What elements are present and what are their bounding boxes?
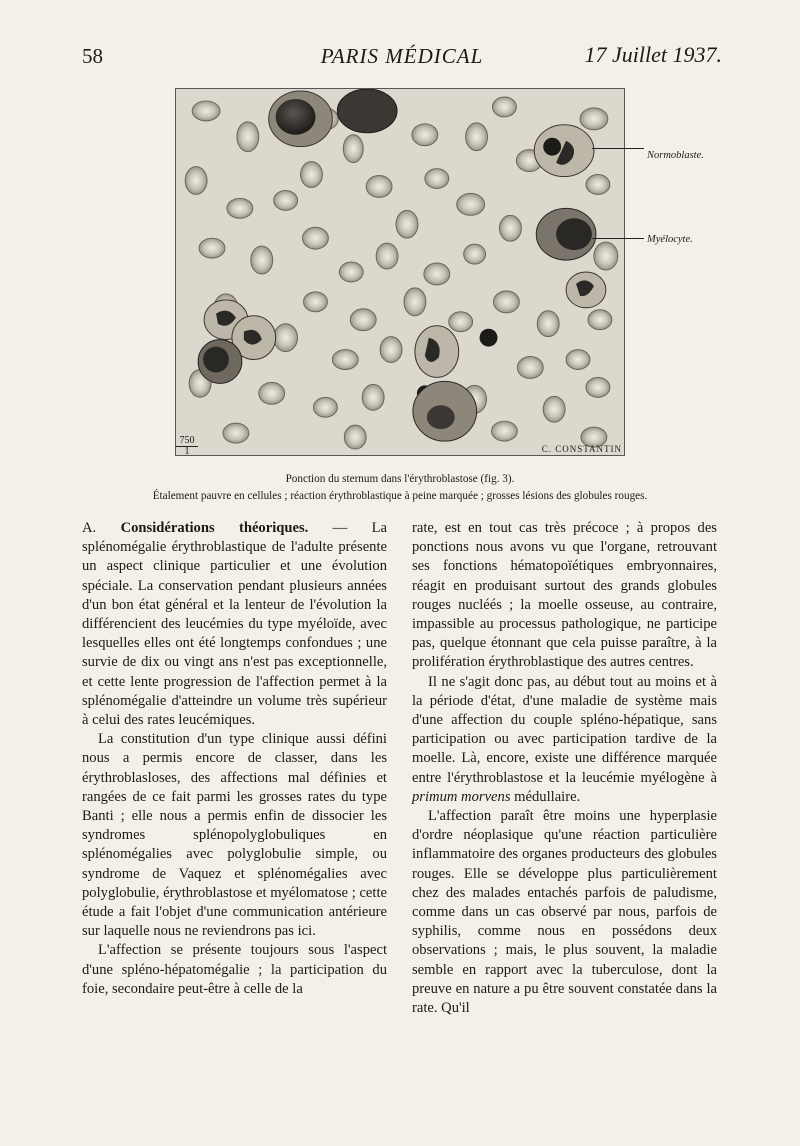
paragraph-text: Il ne s'agit donc pas, au début tout au moins et à la période d'état, d'une maladie de système mais d'une affection du couple spléno-hépatique, sans participation ou avec participation tardive de la moelle. Là, encore, existe une différence marquée entre l'érythroblastose et la leucémie myélogène à (412, 673, 717, 786)
paragraph-text: médullaire. (510, 788, 581, 805)
page-header (82, 40, 722, 74)
text-column-right (412, 519, 717, 1018)
paragraph (412, 673, 717, 807)
page-number: 58 (82, 44, 103, 68)
paragraph: La constitution d'un type clinique aussi défini nous a permis encore de classer, dans les érythroblasloses, des affections mal définies et rangées de ce fait parmi les grosses rates du type Banti ; elle nous a permis enfin de dissocier les syndromes splénopolyglobuliques en splénomégalies avec polyglobulie simple, ou syndrome de Vaquez et splénomégalies avec polyglobulie, érythroblastose et myélomatose ; cette étude a fait l'objet d'une communication antérieure sur laquelle nous ne reviendrons pas ici. (82, 731, 387, 940)
normoblast-cell (534, 125, 594, 177)
myelocyte-leader-line (592, 238, 644, 239)
artist-credit: C. CONSTANTIN (541, 444, 622, 454)
paragraph: rate, est en tout cas très précoce ; à propos des ponctions nous avons vu que l'organe, retrouvant ses fonctions hématopoïétiques embryonnaires, réagit en produisant surtout des grands globules rouges nucléés ; la moelle osseuse, au contraire, impassible au processus pathologique, ne participe pas, quelque étonnant que cela puisse paraître, à la prolifération érythroblastique des autres centres. (412, 520, 717, 671)
figure-caption-title: Ponction du sternum dans l'érythroblastose (fig. 3). (285, 473, 515, 485)
figure (175, 88, 625, 456)
normoblast-leader-line (592, 148, 644, 149)
paragraph: L'affection se présente toujours sous l'aspect d'une spléno-hépatomégalie ; la participation du foie, secondaire peut-être à celle de la (82, 942, 387, 997)
journal-title: PARIS MÉDICAL (320, 44, 484, 68)
normoblast-label: Normoblaste. (647, 150, 704, 161)
myelocyte-label: Myélocyte. (647, 234, 693, 245)
issue-date: 17 Juillet 1937. (584, 42, 722, 67)
paragraph (82, 519, 387, 730)
magnification-label (176, 436, 198, 457)
text-column-left (82, 519, 387, 999)
magnification-denominator: 1 (176, 446, 198, 457)
magnification-numerator: 750 (179, 435, 195, 446)
section-heading: Considérations théoriques. (120, 520, 309, 536)
paragraph-text: — La splénomégalie érythroblastique de l'adulte présente un aspect clinique particulier et une évolution spéciale. La conservation pendant plusieurs années d'un bon état général et la lenteur de l'évolution la différencient des leucémies du type myéloïde, avec lesquelles elles ont été longtemps confondues ; une survie de dix ou vingt ans n'est pas exceptionnelle, et cette lente progression de l'affection permet à la splénomégalie d'atteindre un volume très supérieur à celui des rates leucémiques. (82, 520, 387, 729)
latin-term: primum morvens (412, 788, 511, 805)
paragraph: L'affection paraît être moins une hyperplasie d'ordre néoplasique qu'une réaction particulière inflammatoire des organes producteurs des globules rouges. Elle se développe plus particulièrement chez des malades entachés parfois de paludisme, comme dans un cas observé par nous, parfois de syphilis, comme nous en possédons deux observations ; mais, le plus souvent, la maladie semble en rapport avec la tuberculose, dont la preuve en nature a pu être souvent constatée dans la rate. Qu'il (412, 808, 717, 1017)
figure-caption-description: Étalement pauvre en cellules ; réaction érythroblastique à peine marquée ; grosses lésions des globules rouges. (152, 490, 648, 502)
section-letter: A. (82, 520, 97, 536)
leukocyte-right-lower (566, 272, 606, 308)
blood-smear-micrograph (175, 88, 625, 456)
myelocyte-right (536, 208, 596, 260)
